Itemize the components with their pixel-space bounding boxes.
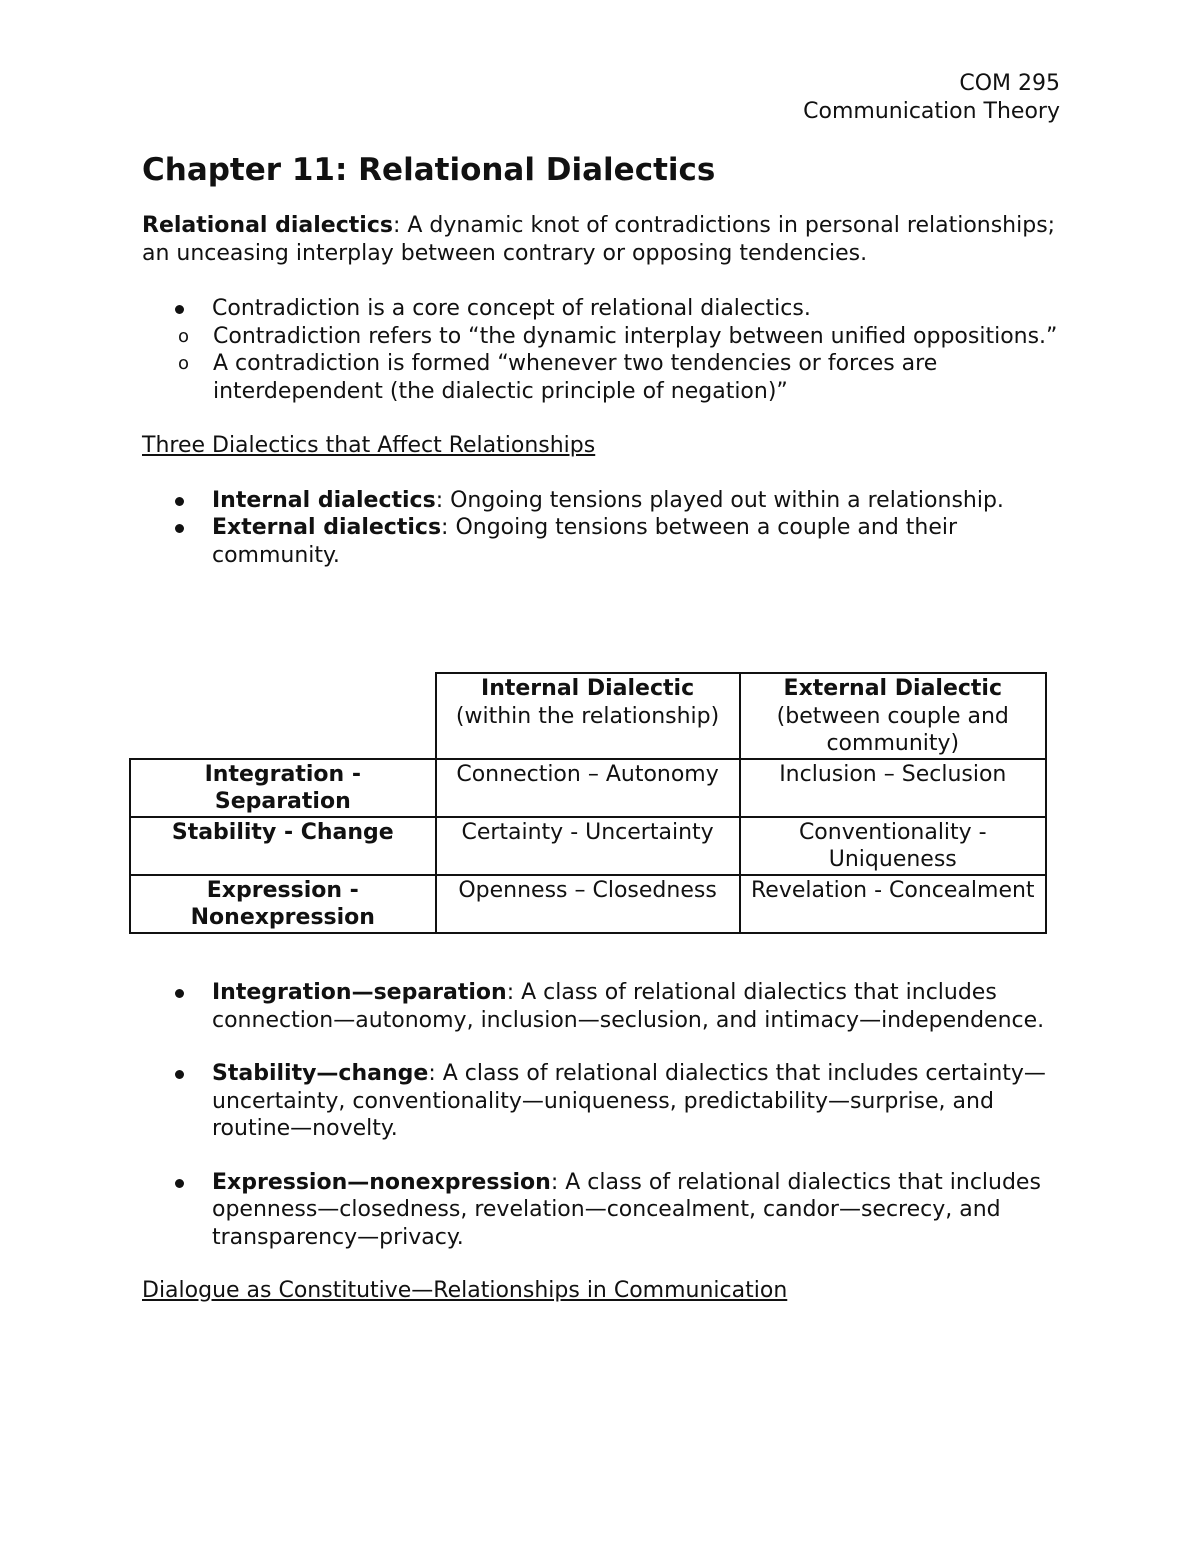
contradiction-main: Contradiction is a core concept of relational dialectics. — [212, 296, 811, 321]
column-subtitle: (between couple and community) — [776, 703, 1009, 756]
list-item — [142, 1169, 1060, 1252]
contradiction-sublist — [142, 323, 1060, 406]
table-cell: Certainty - Uncertainty — [436, 817, 740, 875]
class-term: Integration—separation — [212, 980, 507, 1005]
table-cell: Connection – Autonomy — [436, 759, 740, 817]
class-text: : A class of relational dialectics that includes connection—autonomy, inclusion—seclusion, and intimacy—independence. — [212, 980, 1045, 1033]
column-title: Internal Dialectic — [481, 676, 695, 701]
contradiction-sub-1: Contradiction refers to “the dynamic interplay between unified oppositions.” — [213, 323, 1058, 349]
definition-term: Relational dialectics — [142, 213, 393, 238]
table-corner-cell — [130, 673, 436, 759]
dialectic-classes-list — [142, 979, 1060, 1251]
page-title: Chapter 11: Relational Dialectics — [142, 152, 716, 188]
external-dialectics-text: : Ongoing tensions between a couple and their community. — [212, 515, 958, 568]
table-cell: Openness – Closedness — [436, 875, 740, 933]
definition-paragraph — [142, 212, 1060, 267]
table-header-row — [130, 673, 1046, 759]
list-item — [142, 323, 1060, 351]
table-row — [130, 759, 1046, 817]
table-cell: Inclusion – Seclusion — [740, 759, 1046, 817]
internal-dialectics-term: Internal dialectics — [212, 487, 436, 513]
list-item — [142, 979, 1060, 1034]
row-header: Stability - Change — [130, 817, 436, 875]
section-heading-dialogue: Dialogue as Constitutive—Relationships in Communication — [142, 1278, 788, 1303]
list-item — [142, 350, 1060, 405]
internal-dialectics-text: : Ongoing tensions played out within a relationship. — [435, 487, 1004, 513]
list-item — [142, 1060, 1060, 1143]
table-row — [130, 875, 1046, 933]
list-item — [142, 295, 1060, 405]
class-term: Stability—change — [212, 1061, 429, 1086]
dialectics-table — [129, 672, 1047, 934]
contradiction-sub-2: A contradiction is formed “whenever two tendencies or forces are interdependent (the dialectic principle of negation)” — [213, 351, 938, 404]
external-dialectics-term: External dialectics — [212, 515, 442, 540]
course-header — [142, 70, 1060, 126]
contradiction-list — [142, 295, 1060, 405]
document-page — [142, 70, 1060, 569]
row-header: Expression - Nonexpression — [130, 875, 436, 933]
sub-bullet-icon: o — [178, 353, 190, 374]
sub-bullet-icon: o — [178, 325, 190, 347]
course-code: COM 295 — [959, 71, 1060, 96]
class-text: : A class of relational dialectics that includes openness—closedness, revelation—concealment, candor—secrecy, and transparency—privacy. — [212, 1169, 1041, 1250]
list-item — [142, 487, 1060, 515]
class-text: : A class of relational dialectics that includes certainty—uncertainty, conventionality—uniqueness, predictability—surprise, and routine—novelty. — [212, 1061, 1046, 1141]
row-header: Integration - Separation — [130, 759, 436, 817]
column-title: External Dialectic — [783, 676, 1003, 701]
list-item — [142, 514, 1060, 569]
table-cell: Revelation - Concealment — [740, 875, 1046, 933]
definition-text: : A dynamic knot of contradictions in personal relationships; an unceasing interplay between contrary or opposing tendencies. — [142, 213, 1056, 266]
column-subtitle: (within the relationship) — [455, 703, 720, 729]
section-heading-three-dialectics: Three Dialectics that Affect Relationships — [142, 433, 596, 458]
dialectic-classes-section — [142, 979, 1060, 1305]
course-name: Communication Theory — [803, 99, 1060, 124]
dialectics-list — [142, 487, 1060, 570]
table-cell: Conventionality - Uniqueness — [740, 817, 1046, 875]
table-row — [130, 817, 1046, 875]
class-term: Expression—nonexpression — [212, 1169, 551, 1195]
column-header-internal — [436, 673, 740, 759]
column-header-external — [740, 673, 1046, 759]
